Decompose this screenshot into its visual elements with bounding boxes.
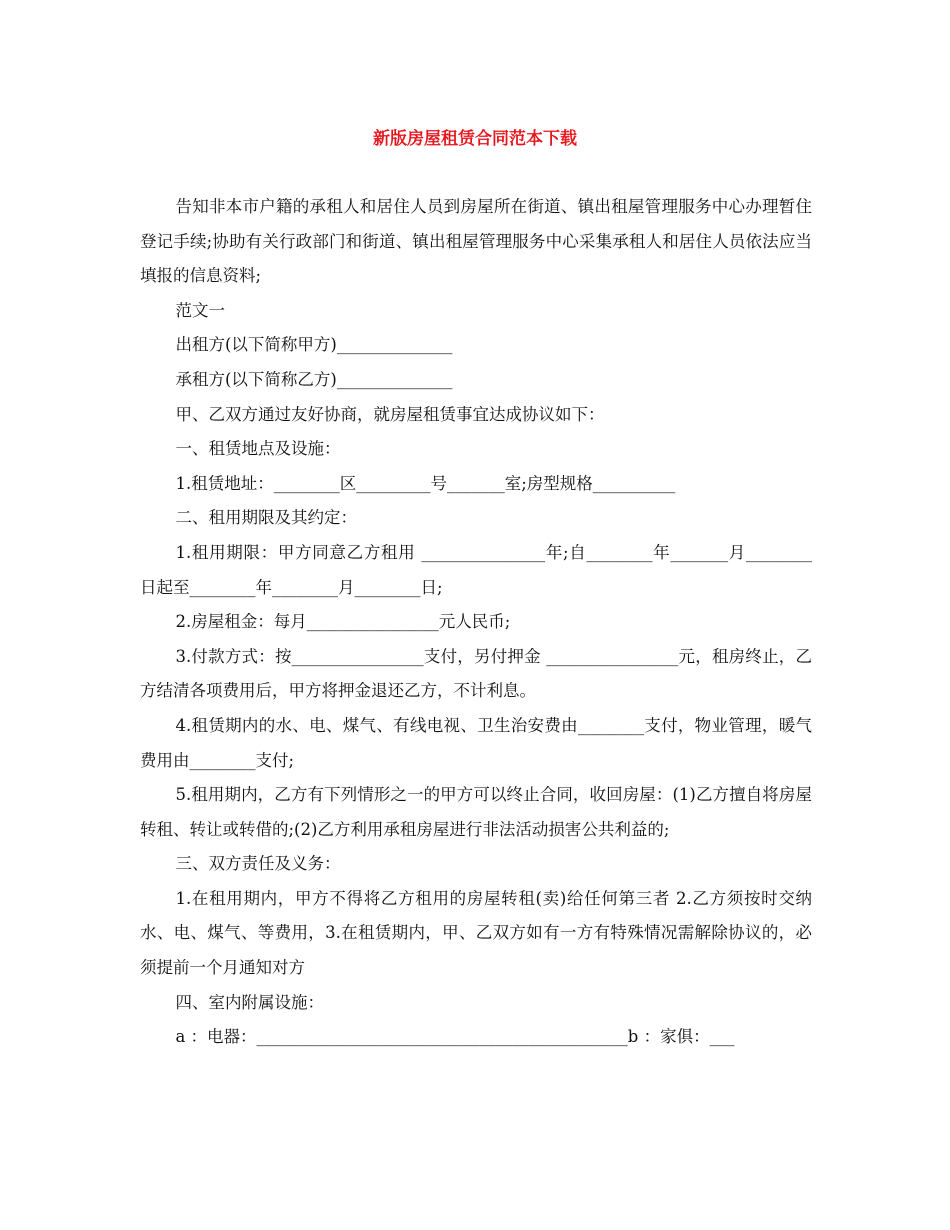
paragraph: 出租方(以下简称甲方)______________ [175, 335, 453, 355]
paragraph: 承租方(以下简称乙方)______________ [175, 369, 453, 389]
paragraph: 1.在租用期内，甲方不得将乙方租用的房屋转租(卖)给任何第三者 2.乙方须按时交纳水、电、煤气、等费用，3.在租赁期内，甲、乙双方如有一方有特殊情况需解除协议的，必须提前一个月通知对方 [140, 888, 812, 978]
paragraph-facilities-line: a ：电器：_____________________________________________b ：家俱：___ [175, 1027, 735, 1047]
paragraph: 2.房屋租金：每月________________元人民币; [175, 612, 511, 632]
section-heading: 四、室内附属设施： [175, 992, 324, 1012]
paragraph: 5.租用期内，乙方有下列情形之一的甲方可以终止合同，收回房屋：(1)乙方擅自将房屋转租、转让或转借的;(2)乙方利用承租房屋进行非法活动损害公共利益的; [140, 785, 812, 839]
paragraph: 范文一 [175, 300, 225, 320]
section-heading: 二、租用期限及其约定： [175, 508, 357, 528]
paragraph: 1.租赁地址：________区_________号_______室;房型规格__________ [175, 473, 676, 493]
paragraph: 4.租赁期内的水、电、煤气、有线电视、卫生治安费由________支付，物业管理，暖气费用由________支付; [140, 715, 812, 770]
section-heading: 一、租赁地点及设施： [175, 439, 341, 459]
document-body [140, 190, 812, 1055]
paragraph: 甲、乙双方通过友好协商，就房屋租赁事宜达成协议如下： [175, 404, 605, 424]
document-title: 新版房屋租赁合同范本下载 [373, 129, 577, 149]
paragraph: 告知非本市户籍的承租人和居住人员到房屋所在街道、镇出租屋管理服务中心办理暂住登记手续;协助有关行政部门和街道、镇出租屋管理服务中心采集承租人和居住人员依法应当填报的信息资料; [140, 197, 812, 286]
paragraph: 3.付款方式：按________________支付，另付押金 ________________元，租房终止，乙方结清各项费用后，甲方将押金退还乙方，不计利息。 [140, 646, 812, 701]
paragraph: 1.租用期限：甲方同意乙方租用 _______________年;自________年_______月________日起至________年________月________日; [140, 542, 812, 597]
section-heading: 三、双方责任及义务： [175, 854, 341, 874]
